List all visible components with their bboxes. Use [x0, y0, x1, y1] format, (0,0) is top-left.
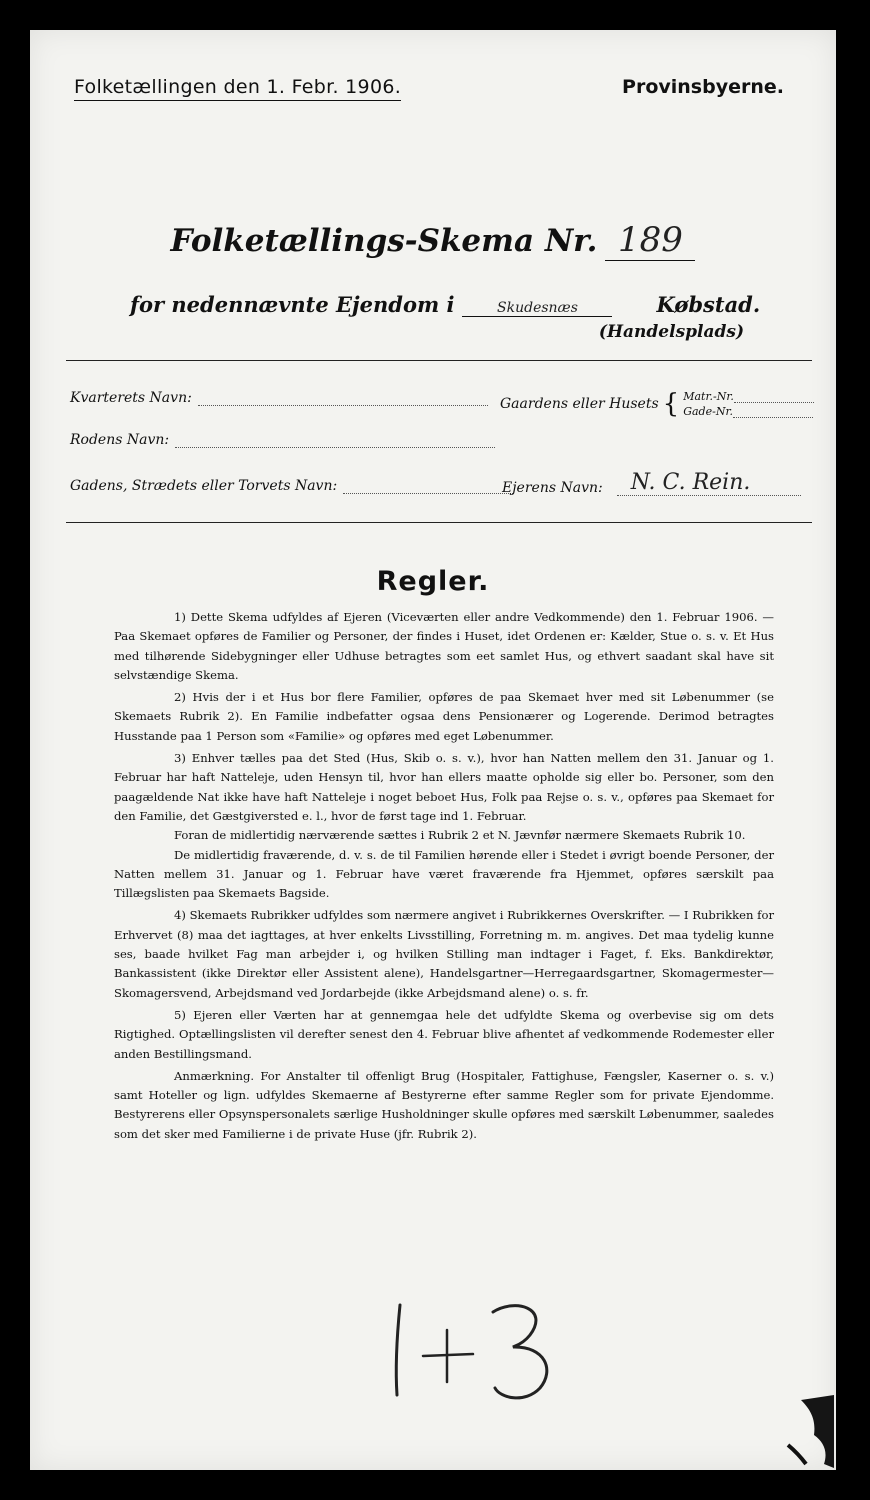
tally-drawing: [355, 1290, 575, 1410]
roden-row: [70, 432, 495, 448]
rule-paragraph: 4) Skemaets Rubrikker udfyldes som nærmere angivet i Rubrikkernes Overskrifter. — I Rubrikken for Erhvervet (8) maa det iagttages, at hver enkelts Livsstilling, Forretning m. m. angives. Det maa tydelig kunne ses, baade hvilket Fag man arbejder i, og hvilken Stilling man indtager i Faget, f. Eks. Bankdirektør, Bankassistent (ikke Direktør eller Assistent alene), Handelsgartner—Herregaardsgartner, Skomagermester—Skomagersvend, Arbejdsmand ved Jordarbejde (ikke Arbejdsmand alene) o. s. fr.: [114, 908, 774, 1000]
rule-paragraph: 3) Enhver tælles paa det Sted (Hus, Skib o. s. v.), hvor han Natten mellem den 31. Januar og 1. Februar har haft Natteleje, uden Hensyn til, hvor han ellers maatte opholde sig eller bo. Personer, som den paagældende Nat ikke have haft Natteleje i noget beboet Hus, Folk paa Rejse o. s. v., opføres paa Skemaet for den Familie, det Gæstgiversted e. l., hvor de først tage ind 1. Februar.: [114, 751, 774, 823]
gadens-navn-field[interactable]: [343, 481, 513, 494]
handelsplads-label: (Handelsplads): [598, 322, 744, 342]
matr-row: [683, 390, 814, 403]
matr-nr-label: Matr.-Nr.: [683, 390, 734, 403]
gade-nr-label: Gade-Nr.: [683, 405, 733, 418]
brace: {: [662, 389, 680, 419]
remark-paragraph: Anmærkning. For Anstalter til offenligt Brug (Hospitaler, Fattighuse, Fængsler, Kaserner o. s. v.) samt Hoteller og lign. udfyldes Skemaerne af Bestyrerne efter samme Regler som for private Ejendomme. Bestyrerens eller Opsynspersonalets særlige Husholdninger skulle opføres med særskilt Løbenummer, saaledes som det sker med Familierne i de private Huse (jfr. Rubrik 2).: [114, 1068, 774, 1141]
divider-bottom: [66, 522, 812, 523]
handwritten-tally: [355, 1290, 575, 1410]
rule-paragraph: De midlertidig fraværende, d. v. s. de til Familien hørende eller i Stedet i øvrigt boende Personer, der Natten mellem 31. Januar og 1. Februar have været fraværende fra Hjemmet, opføres særskilt paa Tillægslisten paa Skemaets Bagside.: [114, 847, 774, 901]
gadens-navn-label: Gadens, Strædets eller Torvets Navn:: [70, 478, 338, 494]
gaard-row: [500, 390, 814, 418]
census-form-page: [30, 30, 836, 1470]
rodens-navn-label: Rodens Navn:: [70, 432, 170, 448]
kvarterets-navn-label: Kvarterets Navn:: [70, 390, 192, 406]
rule-paragraph: 1) Dette Skema udfyldes af Ejeren (Viceværten eller andre Vedkommende) den 1. Februar 1906. — Paa Skemaet opføres de Familier og Personer, der findes i Huset, idet Ordenen er: Kælder, Stue o. s. v. Et Hus med tilhørende Sidebygninger eller Udhuse betragtes som eet samlet Hus, og ethvert saadant skal have sit selvstændige Skema.: [114, 610, 774, 682]
kvarter-row: [70, 390, 488, 406]
form-title: [30, 220, 836, 261]
property-prefix: for nedennævnte Ejendom i: [130, 292, 455, 317]
divider-top: [66, 360, 812, 361]
ejerens-navn-handwritten: N. C. Rein.: [617, 470, 801, 496]
ejer-row: [502, 470, 801, 496]
gade-row: [683, 405, 814, 418]
rules-text: [114, 608, 774, 1147]
kvarterets-navn-field[interactable]: [198, 393, 488, 406]
rule-paragraph: 2) Hvis der i et Hus bor flere Familier, opføres de paa Skemaet hver med sit Løbenummer (se Skemaets Rubrik 2). En Familie indbefatter ogsaa dens Pensionærer og Logerende. Derimod betragtes Husstande paa 1 Person som «Familie» og opføres med eget Løbenummer.: [114, 690, 774, 743]
region-header: Provinsbyerne.: [622, 76, 784, 98]
property-line: [130, 292, 780, 317]
rule-paragraph: Foran de midlertidig nærværende sættes i Rubrik 2 et N. Jævnfør nærmere Skemaets Rubrik 10.: [174, 828, 746, 843]
census-date-header: Folketællingen den 1. Febr. 1906.: [74, 76, 401, 101]
rodens-navn-field[interactable]: [175, 435, 495, 448]
gade-nr-field[interactable]: [733, 409, 813, 418]
town-handwritten: Skudesnæs: [462, 300, 612, 317]
nr-fields: [683, 390, 814, 418]
form-number-handwritten: 189: [605, 220, 695, 261]
matr-nr-field[interactable]: [734, 394, 814, 403]
form-title-text: Folketællings-Skema Nr.: [170, 223, 598, 259]
corner-smudge: [776, 1390, 836, 1470]
gaardens-label: Gaardens eller Husets: [500, 396, 659, 412]
gade-navn-row: [70, 478, 513, 494]
ejerens-navn-label: Ejerens Navn:: [502, 480, 603, 496]
kobstad-label: Købstad.: [656, 292, 761, 317]
rule-paragraph: 5) Ejeren eller Værten har at gennemgaa hele det udfyldte Skema og overbevise sig om dets Rigtighed. Optællingslisten vil derefter senest den 4. Februar blive afhentet af vedkommende Rodemester eller anden Bestillingsmand.: [114, 1007, 774, 1061]
regler-title: Regler.: [376, 566, 490, 597]
